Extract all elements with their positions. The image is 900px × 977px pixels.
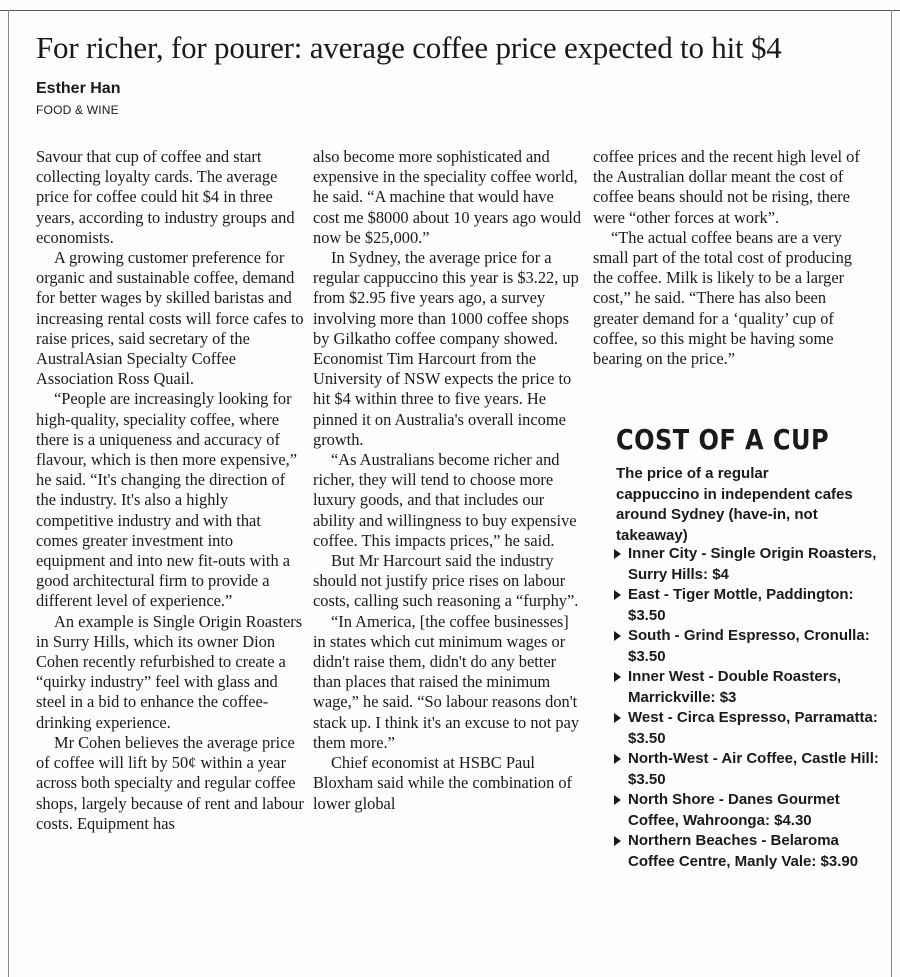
price-list-item	[612, 544, 882, 585]
article-paragraph: In Sydney, the average price for a regular cappuccino this year is $3.22, up from $2.95 five years ago, a survey involving more than 1000 coffee shops by Gilkatho coffee company showed. Economist Tim Harcourt from the University of NSW expects the price to hit $4 within three to five years. He pinned it on Australia's overall income growth.	[313, 248, 579, 449]
triangle-bullet-icon	[614, 754, 621, 764]
article-paragraph: Chief economist at HSBC Paul Bloxham said while the combination of lower global	[313, 753, 573, 813]
article-paragraph: “People are increasingly looking for high-quality, speciality coffee, where there is a uniqueness and accuracy of flavour, which is then more expensive,” he said. “It's changing the direction of the industry. It's also a highly competitive industry and with that comes greater investment into equipment and into new fit-outs with a good architectural firm to provide a different level of experience.”	[36, 389, 298, 611]
price-list-item-text: East - Tiger Mottle, Paddington: $3.50	[628, 586, 854, 624]
price-list-item-text: West - Circa Espresso, Parramatta: $3.50	[628, 709, 878, 747]
price-list-item	[612, 626, 882, 667]
article-paragraph: An example is Single Origin Roasters in Surry Hills, which its owner Dion Cohen recently refurbished to create a “quirky industry” feel with glass and steel in a bid to enhance the coffee-drinking experience.	[36, 611, 303, 732]
article-paragraph: Savour that cup of coffee and start collecting loyalty cards. The average price for coffee could hit $4 in three years, according to industry groups and economists.	[36, 147, 295, 247]
price-list-item-text: Inner West - Double Roasters, Marrickville: $3	[628, 668, 842, 706]
page-right-edge	[891, 10, 892, 977]
article-paragraph: “The actual coffee beans are a very small part of the total cost of producing the coffee. Milk is likely to be a larger cost,” he said. “There has also been greater demand for a ‘quality’ cup of coffee, so this might be having some bearing on the price.”	[593, 227, 853, 369]
page-top-rule	[0, 0, 900, 11]
page-left-edge	[8, 10, 9, 977]
article-paragraph: coffee prices and the recent high level of the Australian dollar meant the cost of coffee beans should not be rising, there were “other forces at work”.	[593, 147, 860, 227]
author-byline: Esther Han	[36, 80, 121, 97]
triangle-bullet-icon	[614, 590, 621, 600]
article-paragraph: But Mr Harcourt said the industry should not justify price rises on labour costs, calling such reasoning a “furphy”.	[313, 551, 579, 611]
price-list-item	[612, 831, 882, 872]
triangle-bullet-icon	[614, 672, 621, 682]
price-list-item-text: North Shore - Danes Gourmet Coffee, Wahroonga: $4.30	[628, 791, 840, 829]
article-column-3	[593, 147, 867, 412]
price-list-item	[612, 790, 882, 831]
price-list-item-text: South - Grind Espresso, Cronulla: $3.50	[628, 627, 870, 665]
section-label: FOOD & WINE	[36, 103, 119, 117]
sidebar-intro: The price of a regular cappuccino in independent cafes around Sydney (have-in, not takeaway)	[616, 465, 853, 544]
article-paragraph: “As Australians become richer and richer, they will tend to choose more luxury goods, and that includes our ability and willingness to buy expensive coffee. This impacts prices,” he said.	[313, 450, 577, 550]
article-column-2	[313, 147, 583, 957]
price-list-item-text: Inner City - Single Origin Roasters, Surry Hills: $4	[628, 545, 877, 583]
article-column-1	[36, 147, 304, 947]
price-list-item	[612, 749, 882, 790]
triangle-bullet-icon	[614, 631, 621, 641]
price-list-item	[612, 708, 882, 749]
triangle-bullet-icon	[614, 713, 621, 723]
price-list-item-text: Northern Beaches - Belaroma Coffee Centre, Manly Vale: $3.90	[628, 832, 859, 870]
price-list-item-text: North-West - Air Coffee, Castle Hill: $3.50	[628, 750, 879, 788]
price-list-item	[612, 667, 882, 708]
price-list-item	[612, 585, 882, 626]
sidebar-title: COST OF A CUP	[616, 423, 830, 456]
triangle-bullet-icon	[614, 836, 621, 846]
article-headline: For richer, for pourer: average coffee price expected to hit $4	[36, 30, 782, 65]
article-paragraph: also become more sophisticated and expensive in the speciality coffee world, he said. “A machine that would have cost me $8000 about 10 years ago would now be $25,000.”	[313, 147, 582, 247]
triangle-bullet-icon	[614, 549, 621, 559]
price-list	[612, 544, 882, 872]
triangle-bullet-icon	[614, 795, 621, 805]
article-paragraph: Mr Cohen believes the average price of coffee will lift by 50¢ within a year across both specialty and regular coffee shops, largely because of rent and labour costs. Equipment has	[36, 732, 304, 833]
article-paragraph: “In America, [the coffee businesses] in states which cut minimum wages or didn't raise them, didn't do any better than places that raised the minimum wage,” he said. “So labour reasons don't stack up. I think it's an excuse to not pay them more.”	[313, 611, 580, 752]
article-paragraph: A growing customer preference for organic and sustainable coffee, demand for better wages by skilled baristas and increasing rental costs will force cafes to raise prices, said secretary of the AustralAsian Specialty Coffee Association Ross Quail.	[36, 248, 304, 389]
